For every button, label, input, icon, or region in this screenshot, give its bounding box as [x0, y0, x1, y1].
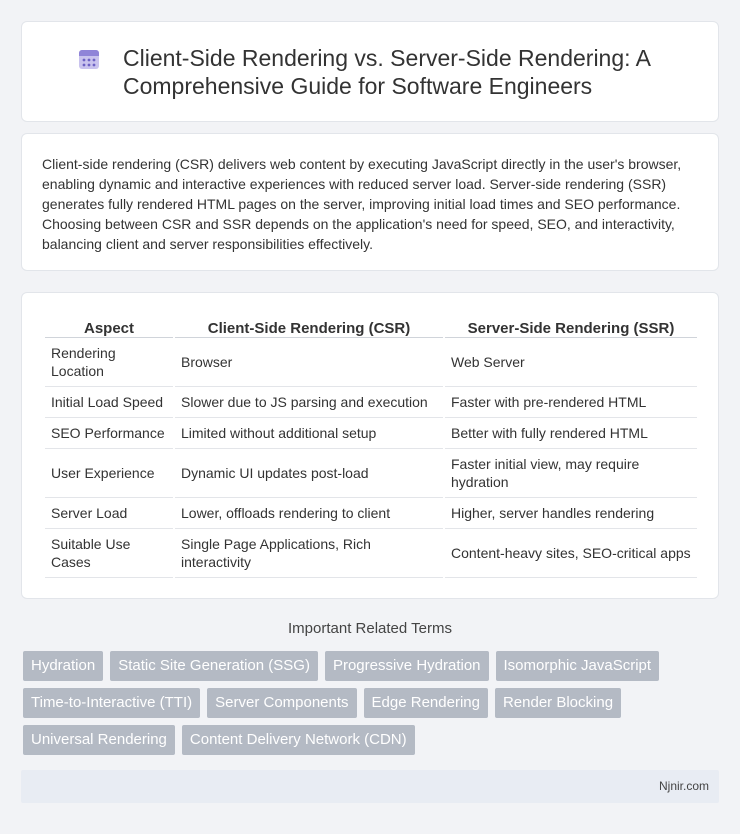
table-cell-csr: Browser: [175, 338, 443, 387]
table-cell-csr: Limited without additional setup: [175, 418, 443, 449]
comparison-table: [43, 315, 699, 578]
table-cell-ssr: Faster initial view, may require hydration: [445, 449, 697, 498]
tag-render-blocking[interactable]: Render Blocking: [495, 688, 621, 718]
footer-site[interactable]: Njnir.com: [658, 779, 709, 793]
table-row: [45, 449, 697, 498]
intro-paragraph: Client-side rendering (CSR) delivers web content by executing JavaScript directly in the user's browser, enabling dynamic and interactive experiences with reduced server load. Server-side rendering (SSR) generates fully rendered HTML pages on the server, improving initial load times and SEO performance. Choosing between CSR and SSR depends on the application's need for speed, SEO, and interactivity, balancing client and server responsibilities effectively.: [42, 156, 682, 252]
table-cell-ssr: Content-heavy sites, SEO-critical apps: [445, 529, 697, 578]
table-row: [45, 387, 697, 418]
table-cell-aspect: Rendering Location: [45, 338, 173, 387]
comparison-table-card: [21, 292, 719, 599]
table-cell-csr: Lower, offloads rendering to client: [175, 498, 443, 529]
table-cell-aspect: Initial Load Speed: [45, 387, 173, 418]
table-cell-aspect: SEO Performance: [45, 418, 173, 449]
table-cell-ssr: Faster with pre-rendered HTML: [445, 387, 697, 418]
tag-isomorphic-javascript[interactable]: Isomorphic JavaScript: [496, 651, 660, 681]
table-cell-ssr: Better with fully rendered HTML: [445, 418, 697, 449]
column-header-ssr: Server-Side Rendering (SSR): [445, 315, 697, 338]
table-row: [45, 498, 697, 529]
page-title: Client-Side Rendering vs. Server-Side Rendering: A Comprehensive Guide for Software Engineers: [123, 44, 650, 99]
table-cell-csr: Single Page Applications, Rich interactivity: [175, 529, 443, 578]
table-cell-aspect: User Experience: [45, 449, 173, 498]
column-header-csr: Client-Side Rendering (CSR): [175, 315, 443, 338]
table-cell-csr: Dynamic UI updates post-load: [175, 449, 443, 498]
header-card: [21, 21, 719, 122]
tag-static-site-generation[interactable]: Static Site Generation (SSG): [110, 651, 318, 681]
column-header-aspect: Aspect: [45, 315, 173, 338]
table-header-row: [45, 315, 697, 338]
tag-row: [23, 651, 723, 681]
tag-hydration[interactable]: Hydration: [23, 651, 103, 681]
intro-card: [21, 133, 719, 271]
tag-row: [23, 688, 723, 718]
table-cell-csr: Slower due to JS parsing and execution: [175, 387, 443, 418]
related-terms-title: Important Related Terms: [288, 620, 452, 637]
tag-edge-rendering[interactable]: Edge Rendering: [364, 688, 488, 718]
table-cell-ssr: Web Server: [445, 338, 697, 387]
table-row: [45, 418, 697, 449]
tag-time-to-interactive[interactable]: Time-to-Interactive (TTI): [23, 688, 200, 718]
footer: [21, 770, 719, 803]
table-row: [45, 338, 697, 387]
table-row: [45, 529, 697, 578]
table-cell-ssr: Higher, server handles rendering: [445, 498, 697, 529]
table-cell-aspect: Server Load: [45, 498, 173, 529]
tag-server-components[interactable]: Server Components: [207, 688, 356, 718]
table-cell-aspect: Suitable Use Cases: [45, 529, 173, 578]
tag-progressive-hydration[interactable]: Progressive Hydration: [325, 651, 489, 681]
tag-row: [23, 725, 723, 755]
tag-universal-rendering[interactable]: Universal Rendering: [23, 725, 175, 755]
tag-content-delivery-network[interactable]: Content Delivery Network (CDN): [182, 725, 415, 755]
related-terms-tags: [23, 651, 723, 762]
calendar-grid-icon: [77, 47, 101, 71]
